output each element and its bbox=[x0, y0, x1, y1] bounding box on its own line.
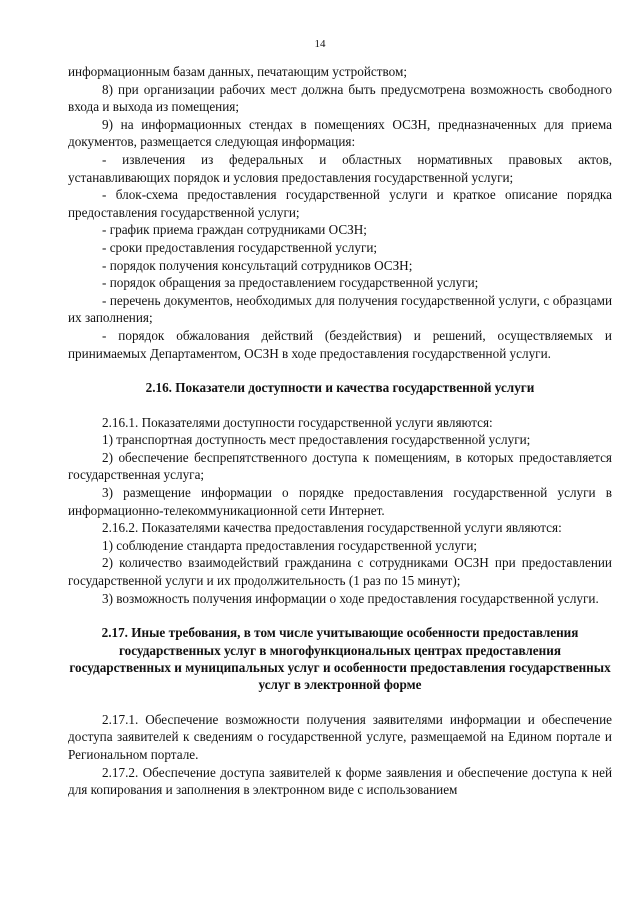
list-item: - извлечения из федеральных и областных нормативных правовых актов, устанавливающих порядок и условия предоставления государственной услуги; bbox=[68, 151, 612, 185]
list-item: - порядок получения консультаций сотрудников ОСЗН; bbox=[102, 257, 413, 273]
list-item: - порядок обжалования действий (бездействия) и решений, осуществляемых и принимаемых Департаментом, ОСЗН в ходе предоставления государственной услуги. bbox=[68, 327, 612, 361]
section-heading-2-17: 2.17. Иные требования, в том числе учитывающие особенности предоставления государственных услуг в многофункциональных центрах предоставления государственных и муниципальных услуг и особенности предоставления государственных услуг в электронной форме bbox=[69, 625, 611, 693]
list-item: - перечень документов, необходимых для получения государственной услуги, с образцами их заполнения; bbox=[68, 292, 612, 326]
list-item: - блок-схема предоставления государственной услуги и краткое описание порядка предоставления государственной услуги; bbox=[68, 187, 612, 220]
list-item: 1) транспортная доступность мест предоставления государственной услуги; bbox=[102, 432, 531, 448]
section-heading-2-16: 2.16. Показатели доступности и качества государственной услуги bbox=[145, 380, 535, 396]
paragraph: 8) при организации рабочих мест должна быть предусмотрена возможность свободного входа и выхода из помещения; bbox=[68, 81, 612, 115]
list-item: - порядок обращения за предоставлением государственной услуги; bbox=[102, 275, 479, 291]
list-item: 1) соблюдение стандарта предоставления государственной услуги; bbox=[102, 537, 478, 553]
paragraph: информационным базам данных, печатающим устройством; bbox=[68, 64, 408, 79]
paragraph: 2.16.1. Показателями доступности государственной услуги являются: bbox=[102, 414, 493, 430]
list-item: - график приема граждан сотрудниками ОСЗН; bbox=[102, 222, 367, 238]
list-item: - сроки предоставления государственной услуги; bbox=[102, 239, 378, 255]
page-number: 14 bbox=[314, 38, 326, 50]
list-item: 2) количество взаимодействий гражданина с сотрудниками ОСЗН при предоставлении государственной услуги и их продолжительность (1 раз по 15 минут); bbox=[68, 555, 612, 589]
document-body bbox=[68, 63, 612, 799]
paragraph: 2.17.2. Обеспечение доступа заявителей к форме заявления и обеспечение доступа к ней для копирования и заполнения в электронном виде с использованием bbox=[68, 764, 612, 798]
paragraph: 2.16.2. Показателями качества предоставления государственной услуги являются: bbox=[102, 520, 562, 536]
paragraph: 2.17.1. Обеспечение возможности получения заявителями информации и обеспечение доступа заявителей к сведениям о государственной услуге, размещаемой на Едином портале и Региональном портале. bbox=[68, 711, 612, 763]
paragraph: 9) на информационных стендах в помещениях ОСЗН, предназначенных для приема документов, размещается следующая информация: bbox=[68, 116, 612, 150]
list-item: 3) размещение информации о порядке предоставления государственной услуги в информационно-телекоммуникационной сети Интернет. bbox=[68, 485, 612, 518]
list-item: 3) возможность получения информации о ходе предоставления государственной услуги. bbox=[102, 590, 599, 606]
list-item: 2) обеспечение беспрепятственного доступа к помещениям, в которых предоставляется государственная услуга; bbox=[68, 449, 612, 483]
